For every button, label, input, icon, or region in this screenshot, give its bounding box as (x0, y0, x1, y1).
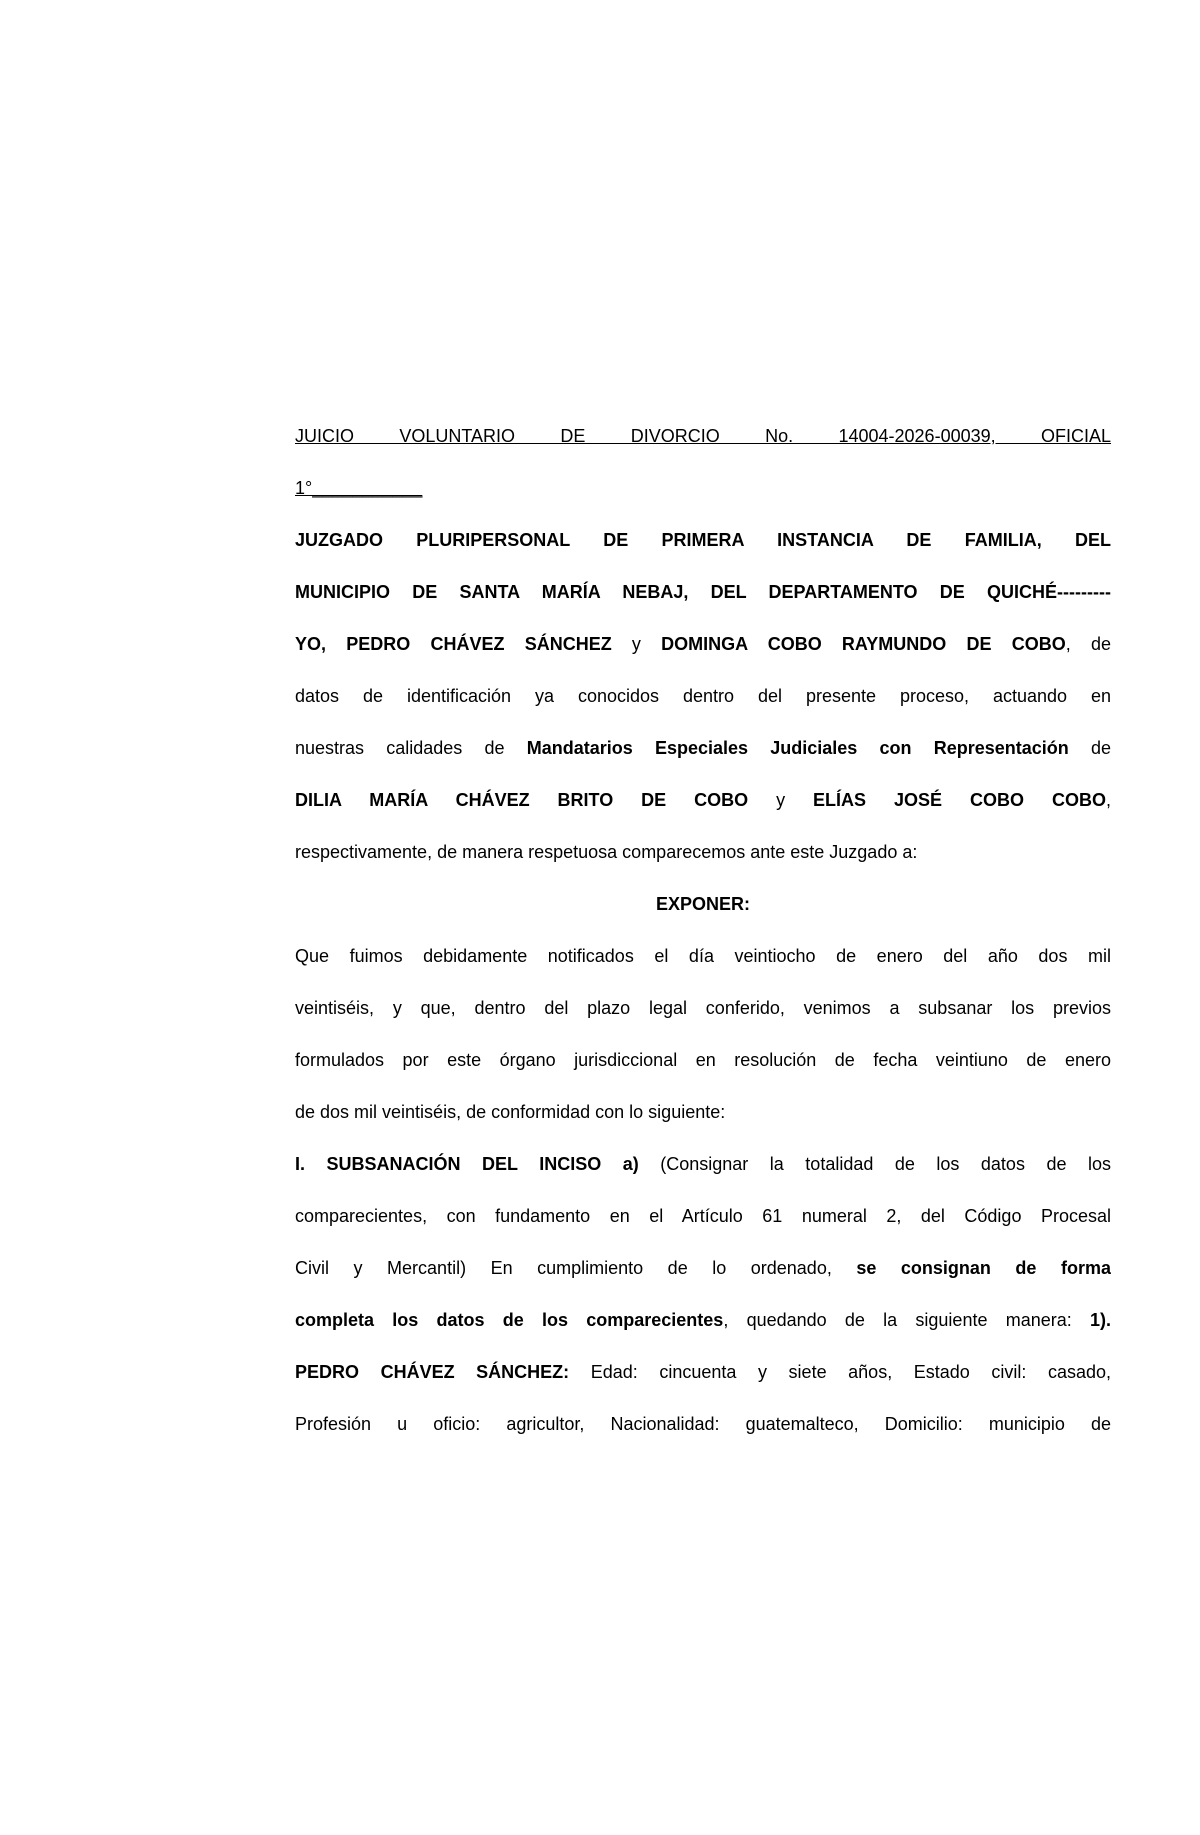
text: , de (1065, 634, 1111, 654)
document-line (295, 1242, 1111, 1294)
document-line (295, 1034, 1111, 1086)
document-line (295, 930, 1111, 982)
document-line (295, 1346, 1111, 1398)
document-line (295, 1190, 1111, 1242)
text: (Consignar la totalidad de los datos de los (638, 1154, 1111, 1174)
text: Edad: cincuenta y siete años, Estado civil: casado, (569, 1362, 1111, 1382)
bold-text: I. SUBSANACIÓN DEL INCISO a) (295, 1154, 639, 1174)
text: Profesión u oficio: agricultor, Nacionalidad: guatemalteco, Domicilio: municipio de (295, 1414, 1111, 1434)
document-line (295, 826, 1111, 878)
text: respectivamente, de manera respetuosa comparecemos ante este Juzgado a: (295, 842, 918, 862)
text: , quedando de la siguiente manera: (723, 1310, 1090, 1330)
text: datos de identificación ya conocidos dentro del presente proceso, actuando en (295, 686, 1111, 706)
bold-text: completa los datos de los comparecientes (295, 1310, 724, 1330)
document-line (295, 1294, 1111, 1346)
bold-text: se consignan de forma (856, 1258, 1111, 1278)
text: de dos mil veintiséis, de conformidad con lo siguiente: (295, 1102, 726, 1122)
text: nuestras calidades de (295, 738, 527, 758)
bold-text: PEDRO CHÁVEZ SÁNCHEZ: (295, 1362, 570, 1382)
text: y (748, 790, 814, 810)
document-line (295, 722, 1111, 774)
document-line (295, 1398, 1111, 1450)
text: Civil y Mercantil) En cumplimiento de lo ordenado, (295, 1258, 857, 1278)
text: y (611, 634, 662, 654)
document-line (295, 1086, 1111, 1138)
document-line (295, 774, 1111, 826)
bold-text: Mandatarios Especiales Judiciales con Representación (526, 738, 1069, 758)
text: de (1068, 738, 1111, 758)
document-line (295, 878, 1111, 930)
document-line (295, 410, 1111, 462)
text: JUICIO VOLUNTARIO DE DIVORCIO No. 14004-2026-00039, OFICIAL (295, 426, 1111, 446)
document-line (295, 462, 1111, 514)
bold-text: EXPONER: (655, 894, 751, 914)
text: comparecientes, con fundamento en el Artículo 61 numeral 2, del Código Procesal (295, 1206, 1111, 1226)
text: 1°___________ (295, 478, 423, 498)
bold-text: YO, PEDRO CHÁVEZ SÁNCHEZ (295, 634, 612, 654)
text: veintiséis, y que, dentro del plazo legal conferido, venimos a subsanar los previos (295, 998, 1111, 1018)
text: , (1105, 790, 1111, 810)
bold-text: JUZGADO PLURIPERSONAL DE PRIMERA INSTANCIA DE FAMILIA, DEL (295, 530, 1111, 550)
bold-text: DOMINGA COBO RAYMUNDO DE COBO (661, 634, 1066, 654)
bold-text: DILIA MARÍA CHÁVEZ BRITO DE COBO (295, 790, 749, 810)
document-line (295, 514, 1111, 566)
document-page (295, 410, 1111, 1450)
bold-text: MUNICIPIO DE SANTA MARÍA NEBAJ, DEL DEPARTAMENTO DE QUICHÉ--------- (295, 582, 1111, 602)
document-line (295, 618, 1111, 670)
bold-text: ELÍAS JOSÉ COBO COBO (813, 790, 1106, 810)
document-line (295, 566, 1111, 618)
bold-text: 1). (1089, 1310, 1111, 1330)
document-line (295, 670, 1111, 722)
text: Que fuimos debidamente notificados el día veintiocho de enero del año dos mil (295, 946, 1111, 966)
document-line (295, 982, 1111, 1034)
text: formulados por este órgano jurisdiccional en resolución de fecha veintiuno de enero (295, 1050, 1111, 1070)
document-line (295, 1138, 1111, 1190)
